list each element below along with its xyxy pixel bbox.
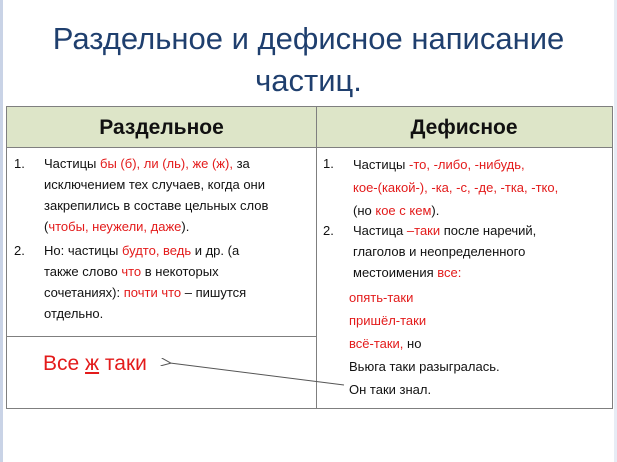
example-on-taki: Он таки знал. <box>349 382 432 397</box>
title-line-2: частиц. <box>255 63 362 98</box>
example-vse-taki: всё-таки, но <box>349 336 422 351</box>
left-rule-2-line-1: Но: частицы будто, ведь и др. (а <box>44 243 240 258</box>
left-rule-1-line-1: Частицы бы (б), ли (ль), же (ж), за <box>44 156 250 171</box>
right-rule-1-line-1: Частицы -то, -либо, -нибудь, <box>353 157 525 172</box>
right-rule-2-number: 2. <box>323 223 334 238</box>
example-opyat-taki: опять-таки <box>349 290 414 305</box>
left-rule-2-line-4: отдельно. <box>44 306 104 321</box>
right-rule-2-line-1: Частица –таки после наречий, <box>353 223 537 238</box>
right-rule-1-line-2: кое-(какой-), -ка, -с, -де, -тка, -тко, <box>353 180 559 195</box>
example-vse-zh-taki: Все ж таки <box>43 352 147 375</box>
example-prishel-taki: пришёл-таки <box>349 313 427 328</box>
right-column-header: Дефисное <box>316 107 612 148</box>
right-rule-2-line-2: глаголов и неопределенного <box>353 244 526 259</box>
left-rule-2-line-3: сочетаниях): почти что – пишутся <box>44 285 247 300</box>
right-rule-1-line-3: (но кое с кем). <box>353 203 440 218</box>
left-rule-2-number: 2. <box>14 243 25 258</box>
left-rule-1-line-4: (чтобы, неужели, даже). <box>44 219 190 234</box>
title-line-1: Раздельное и дефисное написание <box>52 21 565 56</box>
left-rule-1-number: 1. <box>14 156 25 171</box>
right-rule-1-number: 1. <box>323 156 334 171</box>
example-vyuga-taki: Вьюга таки разыгралась. <box>349 359 500 374</box>
arrow-line <box>170 363 344 385</box>
left-column-header: Раздельное <box>7 107 316 148</box>
left-rule-1-line-2: исключением тех случаев, когда они <box>44 177 265 192</box>
left-rule-1-line-3: закрепились в составе цельных слов <box>44 198 269 213</box>
right-rule-2-line-3: местоимения все: <box>353 265 462 280</box>
left-rule-2-line-2: также слово что в некоторых <box>44 264 219 279</box>
